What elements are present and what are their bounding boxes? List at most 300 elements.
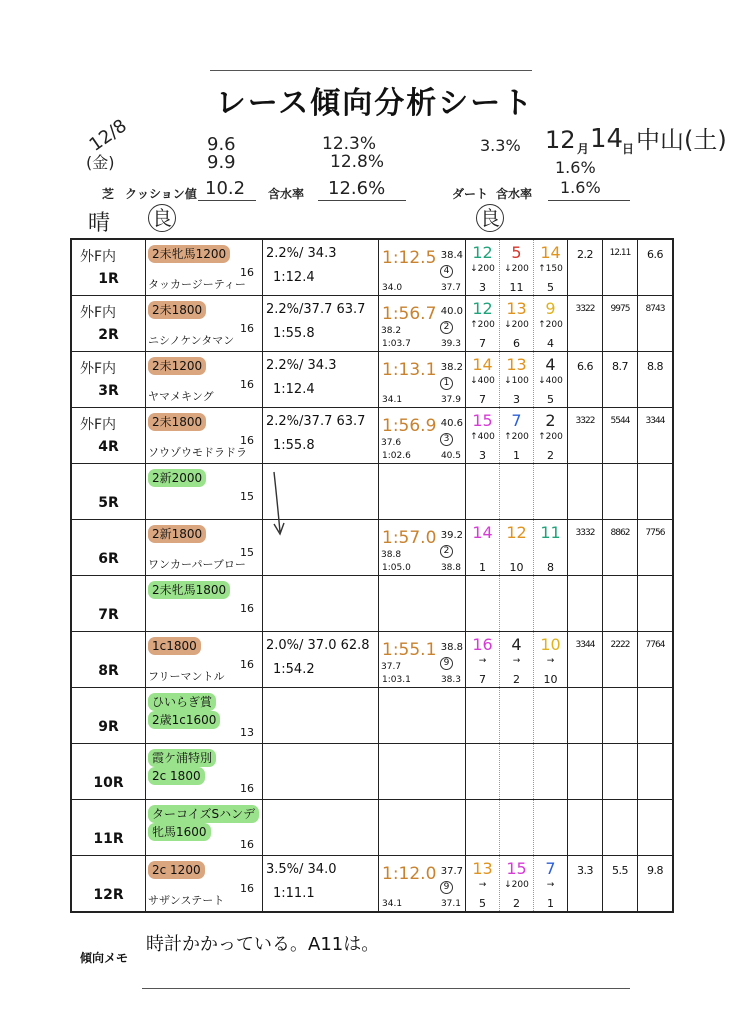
position-cell	[466, 856, 500, 913]
position-cell	[466, 408, 500, 464]
time-cell	[379, 239, 466, 296]
time-circled: 9	[440, 657, 453, 670]
position-top: 7	[545, 859, 556, 878]
time-side: 38.4	[440, 250, 463, 261]
turf-moisture-val-1: 12.3%	[322, 134, 377, 154]
time-circled: 2	[440, 321, 453, 334]
time-last-half: 37.1	[440, 899, 461, 909]
time-side: 38.2	[440, 362, 463, 373]
lap-cell	[603, 744, 638, 800]
field-size: 16	[240, 378, 254, 391]
bias-cell	[263, 239, 379, 296]
lap-cell	[603, 856, 638, 913]
time-cell	[379, 688, 466, 744]
race-table	[70, 238, 674, 913]
position-cell	[534, 688, 568, 744]
weather: 晴	[88, 211, 111, 236]
race-number-cell	[71, 632, 146, 688]
lap-cell	[568, 576, 603, 632]
position-top: 15	[472, 411, 493, 430]
position-move: ↑200	[538, 320, 563, 330]
course-note: 外F内	[80, 305, 117, 321]
turf-cushion-val-1: 9.6	[207, 134, 236, 155]
turf-cushion-val-2: 9.9	[207, 152, 236, 173]
bias-line-2: 1:54.2	[273, 662, 315, 677]
position-move: ↑200	[504, 432, 529, 442]
position-cell	[500, 800, 534, 856]
bias-line-2: 1:11.1	[273, 886, 315, 901]
position-cell	[466, 576, 500, 632]
lap-value: 7764	[645, 640, 665, 650]
race-info-cell	[146, 352, 263, 408]
time-first-half: 34.1	[382, 899, 403, 909]
lap-cell	[638, 520, 674, 576]
race-number: 5R	[98, 495, 119, 511]
bias-cell	[263, 800, 379, 856]
time-cell	[379, 464, 466, 520]
memo-rule	[142, 988, 630, 989]
time-mid: 37.7	[381, 662, 402, 672]
field-size: 15	[240, 490, 254, 503]
time-last-half: 40.5	[440, 451, 461, 461]
memo-label: 傾向メモ	[80, 951, 129, 965]
bias-cell	[263, 632, 379, 688]
winner-name: ニシノケンタマン	[148, 334, 235, 347]
lap-cell	[603, 688, 638, 744]
field-size: 13	[240, 726, 254, 739]
lap-value: 3332	[575, 528, 595, 538]
position-final: 1	[513, 449, 520, 462]
time-side: 38.8	[440, 642, 463, 653]
position-cell	[534, 520, 568, 576]
position-top: 13	[472, 859, 493, 878]
lap-value: 12.11	[609, 248, 631, 258]
lap-cell	[638, 856, 674, 913]
day-left: (金)	[86, 153, 115, 172]
bias-line-1: 2.2%/ 34.3	[266, 358, 337, 373]
position-final: 10	[509, 561, 524, 574]
field-size: 16	[240, 434, 254, 447]
race-number: 8R	[98, 663, 119, 679]
position-move: ↓200	[504, 264, 529, 274]
position-top: 13	[506, 355, 527, 374]
dirt-moisture-top: 3.3%	[480, 136, 521, 155]
field-size: 16	[240, 838, 254, 851]
lap-value: 3344	[645, 416, 665, 426]
bias-cell	[263, 576, 379, 632]
position-move: →	[512, 656, 521, 666]
lap-value: 3344	[575, 640, 595, 650]
turf-label: 芝	[102, 187, 115, 201]
race-number-cell	[71, 239, 146, 296]
turf-moisture-val-2: 12.8%	[330, 152, 385, 172]
lap-cell	[603, 800, 638, 856]
position-final: 2	[547, 449, 554, 462]
position-top: 4	[545, 355, 556, 374]
lap-cell	[568, 744, 603, 800]
position-cell	[500, 744, 534, 800]
position-cell	[500, 296, 534, 352]
position-top: 9	[545, 299, 556, 318]
bias-line-1: 2.0%/ 37.0 62.8	[266, 638, 370, 653]
race-class: 2未1200	[148, 357, 206, 375]
race-row	[71, 632, 673, 688]
lap-value: 5544	[610, 416, 630, 426]
position-move: ↓200	[470, 264, 495, 274]
race-row	[71, 464, 673, 520]
field-size: 16	[240, 266, 254, 279]
lap-cell	[603, 296, 638, 352]
position-cell	[500, 520, 534, 576]
lap-cell	[638, 464, 674, 520]
position-final: 7	[479, 673, 486, 686]
race-number: 10R	[93, 775, 124, 791]
position-cell	[500, 352, 534, 408]
position-final: 5	[479, 897, 486, 910]
lap-value: 5.5	[612, 864, 628, 877]
cushion-underline	[198, 200, 256, 201]
position-cell	[466, 239, 500, 296]
lap-cell	[638, 352, 674, 408]
winner-name: サザンステート	[148, 894, 225, 907]
race-number-cell	[71, 520, 146, 576]
lap-cell	[568, 408, 603, 464]
bias-line-1: 3.5%/ 34.0	[266, 862, 337, 877]
position-final: 7	[479, 393, 486, 406]
race-class-sub: 2c 1800	[148, 767, 205, 785]
lap-cell	[638, 239, 674, 296]
lap-cell	[603, 352, 638, 408]
race-number-cell	[71, 576, 146, 632]
position-top: 10	[540, 635, 561, 654]
race-info-cell	[146, 408, 263, 464]
bias-cell	[263, 352, 379, 408]
race-row	[71, 688, 673, 744]
race-row	[71, 296, 673, 352]
date-month: 12	[545, 126, 576, 154]
race-info-cell	[146, 464, 263, 520]
lap-value: 6.6	[647, 248, 663, 261]
position-final: 1	[547, 897, 554, 910]
race-time: 1:12.5	[382, 248, 437, 268]
bias-line-2: 1:12.4	[273, 270, 315, 285]
bias-line-1: 2.2%/ 34.3	[266, 246, 337, 261]
time-cell	[379, 800, 466, 856]
time-cell	[379, 856, 466, 913]
moisture-underline	[318, 200, 406, 201]
dirt-going: 良	[476, 204, 504, 232]
race-number: 2R	[98, 327, 119, 343]
time-first-half: 1:02.6	[382, 451, 411, 461]
position-move: ↑150	[538, 264, 563, 274]
position-cell	[466, 688, 500, 744]
day-label: 日	[622, 142, 635, 156]
lap-value: 9975	[610, 304, 630, 314]
cushion-label: クッション値	[125, 187, 197, 201]
position-cell	[466, 632, 500, 688]
race-class-sub: 牝馬1600	[148, 823, 211, 841]
race-info-cell	[146, 576, 263, 632]
time-cell	[379, 352, 466, 408]
lap-cell	[638, 408, 674, 464]
lap-cell	[568, 856, 603, 913]
lap-value: 6.6	[577, 360, 593, 373]
position-final: 2	[513, 673, 520, 686]
race-number: 3R	[98, 383, 119, 399]
lap-cell	[568, 520, 603, 576]
race-info-cell	[146, 296, 263, 352]
time-last-half: 39.3	[440, 339, 461, 349]
position-cell	[534, 800, 568, 856]
lap-cell	[568, 632, 603, 688]
field-size: 16	[240, 882, 254, 895]
race-time: 1:12.0	[382, 864, 437, 884]
time-last-half: 38.8	[440, 563, 461, 573]
lap-cell	[603, 576, 638, 632]
race-number: 7R	[98, 607, 119, 623]
lap-cell	[568, 296, 603, 352]
position-cell	[534, 352, 568, 408]
time-cell	[379, 296, 466, 352]
lap-cell	[568, 800, 603, 856]
time-first-half: 1:05.0	[382, 563, 411, 573]
position-final: 5	[547, 393, 554, 406]
lap-cell	[568, 464, 603, 520]
time-first-half: 1:03.1	[382, 675, 411, 685]
position-cell	[500, 632, 534, 688]
position-final: 1	[479, 561, 486, 574]
race-time: 1:56.7	[382, 304, 437, 324]
field-size: 16	[240, 602, 254, 615]
race-class: 2未1800	[148, 413, 206, 431]
position-cell	[534, 856, 568, 913]
moisture-value: 12.6%	[328, 178, 386, 199]
time-cell	[379, 520, 466, 576]
position-top: 2	[545, 411, 556, 430]
position-cell	[466, 520, 500, 576]
position-move: →	[478, 656, 487, 666]
time-circled: 1	[440, 377, 453, 390]
dirt-moisture-val-1: 1.6%	[555, 158, 596, 177]
position-top: 14	[472, 355, 493, 374]
position-move: ↑200	[470, 320, 495, 330]
cushion-value: 10.2	[205, 178, 246, 199]
title-top-rule	[210, 70, 532, 71]
position-top: 12	[472, 299, 493, 318]
position-final: 5	[547, 281, 554, 294]
race-number: 9R	[98, 719, 119, 735]
position-move: ↓200	[504, 320, 529, 330]
time-last-half: 38.3	[440, 675, 461, 685]
race-class: ひいらぎ賞	[148, 693, 216, 711]
lap-cell	[638, 296, 674, 352]
race-class: 2未1800	[148, 301, 206, 319]
lap-cell	[638, 576, 674, 632]
page-title: レース傾向分析シート	[215, 86, 535, 121]
lap-value: 2222	[610, 640, 630, 650]
position-final: 2	[513, 897, 520, 910]
time-mid: 38.2	[381, 326, 402, 336]
position-top: 7	[511, 411, 522, 430]
time-circled: 4	[440, 265, 453, 278]
race-row	[71, 800, 673, 856]
time-first-half: 1:03.7	[382, 339, 411, 349]
race-row	[71, 744, 673, 800]
lap-cell	[603, 239, 638, 296]
turf-going: 良	[148, 204, 176, 232]
field-size: 15	[240, 546, 254, 559]
time-circled: 2	[440, 545, 453, 558]
position-final: 11	[509, 281, 524, 294]
position-move: ↑200	[538, 432, 563, 442]
position-move: →	[478, 880, 487, 890]
race-time: 1:56.9	[382, 416, 437, 436]
race-number-cell	[71, 800, 146, 856]
race-class: 2未牝馬1800	[148, 581, 230, 599]
race-row	[71, 352, 673, 408]
time-side: 40.0	[440, 306, 463, 317]
lap-value: 3322	[575, 304, 595, 314]
dirt-moisture-underline	[548, 200, 630, 201]
race-number-cell	[71, 296, 146, 352]
lap-cell	[638, 800, 674, 856]
race-row	[71, 576, 673, 632]
race-number: 12R	[93, 887, 124, 903]
position-top: 11	[540, 523, 561, 542]
date-day: 14	[590, 124, 624, 154]
race-class: ターコイズSハンデ	[148, 805, 259, 823]
lap-cell	[603, 632, 638, 688]
continuation-arrow	[268, 470, 288, 540]
race-class: 2新1800	[148, 525, 206, 543]
race-number: 1R	[98, 271, 119, 287]
lap-cell	[568, 239, 603, 296]
lap-value: 8.7	[612, 360, 628, 373]
lap-cell	[638, 632, 674, 688]
bias-line-2: 1:55.8	[273, 326, 315, 341]
position-final: 3	[479, 281, 486, 294]
time-last-half: 37.7	[440, 283, 461, 293]
lap-value: 8743	[645, 304, 665, 314]
position-cell	[500, 464, 534, 520]
course-note: 外F内	[80, 249, 117, 265]
position-top: 16	[472, 635, 493, 654]
race-class-sub: 2歳1c1600	[148, 711, 220, 729]
lap-cell	[603, 464, 638, 520]
course-note: 外F内	[80, 417, 117, 433]
lap-cell	[638, 688, 674, 744]
time-side: 37.7	[440, 866, 463, 877]
winner-name: タッカージーティー	[148, 278, 246, 291]
race-number: 4R	[98, 439, 119, 455]
position-final: 10	[543, 673, 558, 686]
position-top: 12	[506, 523, 527, 542]
lap-value: 8862	[610, 528, 630, 538]
winner-name: フリーマントル	[148, 670, 225, 683]
position-top: 5	[511, 243, 522, 262]
position-cell	[534, 296, 568, 352]
bias-cell	[263, 408, 379, 464]
month-label: 月	[577, 142, 590, 156]
position-cell	[466, 800, 500, 856]
position-top: 13	[506, 299, 527, 318]
race-row	[71, 408, 673, 464]
position-final: 3	[513, 393, 520, 406]
race-time: 1:55.1	[382, 640, 437, 660]
lap-value: 3.3	[577, 864, 593, 877]
race-class: 2新2000	[148, 469, 206, 487]
field-size: 16	[240, 782, 254, 795]
lap-value: 3322	[575, 416, 595, 426]
time-circled: 9	[440, 881, 453, 894]
time-cell	[379, 632, 466, 688]
time-last-half: 37.9	[440, 395, 461, 405]
lap-cell	[638, 744, 674, 800]
dirt-label: ダート	[452, 187, 489, 201]
position-final: 3	[479, 449, 486, 462]
position-final: 4	[547, 337, 554, 350]
dirt-moisture-label: 含水率	[496, 187, 533, 201]
race-number: 6R	[98, 551, 119, 567]
bias-line-2: 1:12.4	[273, 382, 315, 397]
lap-value: 2.2	[577, 248, 593, 261]
time-first-half: 34.1	[382, 395, 403, 405]
position-final: 6	[513, 337, 520, 350]
race-number-cell	[71, 352, 146, 408]
position-cell	[534, 239, 568, 296]
position-cell	[500, 856, 534, 913]
position-top: 15	[506, 859, 527, 878]
position-top: 14	[472, 523, 493, 542]
position-cell	[500, 239, 534, 296]
race-info-cell	[146, 688, 263, 744]
position-cell	[534, 632, 568, 688]
lap-cell	[603, 408, 638, 464]
venue: 中山(土)	[636, 126, 727, 154]
position-move: ↑400	[470, 432, 495, 442]
race-number-cell	[71, 408, 146, 464]
position-move: ↓200	[504, 880, 529, 890]
time-cell	[379, 408, 466, 464]
position-cell	[500, 576, 534, 632]
lap-cell	[603, 520, 638, 576]
date-left: 12/8	[85, 115, 131, 156]
position-cell	[500, 408, 534, 464]
field-size: 16	[240, 322, 254, 335]
time-circled: 3	[440, 433, 453, 446]
position-cell	[500, 688, 534, 744]
race-info-cell	[146, 744, 263, 800]
bias-cell	[263, 744, 379, 800]
bias-cell	[263, 856, 379, 913]
race-info-cell	[146, 632, 263, 688]
position-move: ↓400	[470, 376, 495, 386]
race-row	[71, 239, 673, 296]
race-time: 1:57.0	[382, 528, 437, 548]
lap-value: 7756	[645, 528, 665, 538]
position-cell	[534, 408, 568, 464]
position-cell	[534, 464, 568, 520]
race-info-cell	[146, 520, 263, 576]
bias-cell	[263, 296, 379, 352]
race-info-cell	[146, 239, 263, 296]
course-note: 外F内	[80, 361, 117, 377]
race-number-cell	[71, 856, 146, 913]
position-cell	[534, 744, 568, 800]
winner-name: ワンカーパーブロー	[148, 558, 246, 571]
position-final: 8	[547, 561, 554, 574]
position-top: 4	[511, 635, 522, 654]
